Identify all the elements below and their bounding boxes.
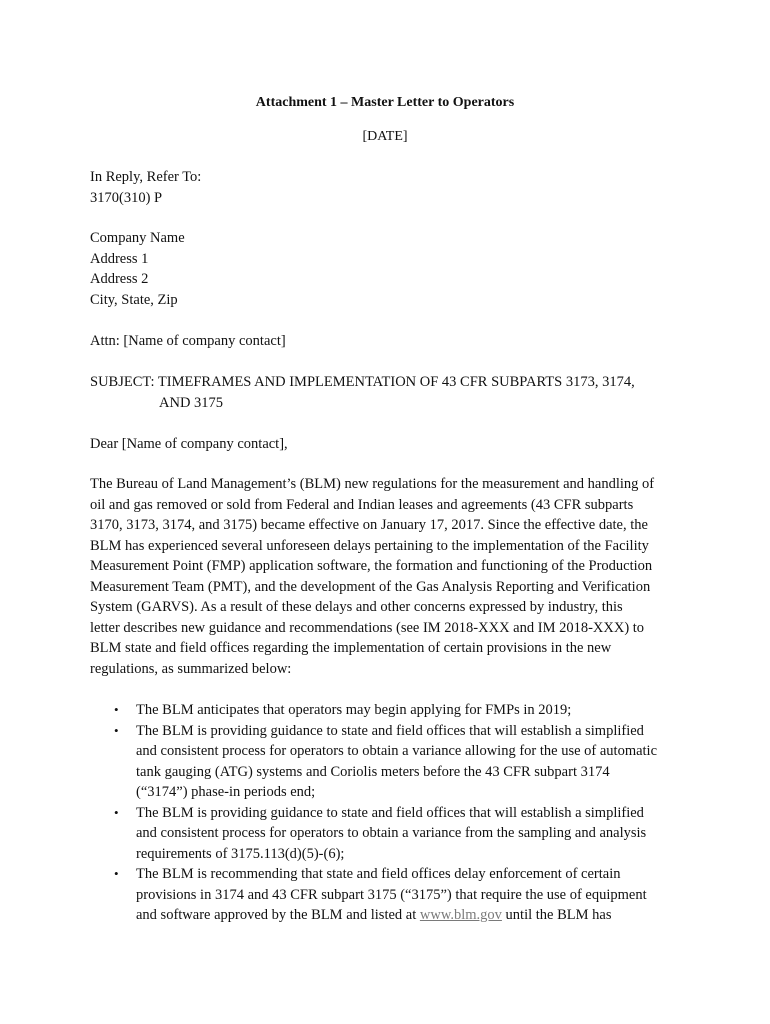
- bullet-line: and consistent process for operators to obtain a variance allowing for the use of automatic: [136, 743, 658, 759]
- address-line-2: Address 2: [90, 271, 149, 287]
- bullet-line-with-link: [136, 905, 690, 926]
- paragraph-line: 3170, 3173, 3174, and 3175) became effective on January 17, 2017. Since the effective date, the: [90, 517, 648, 533]
- bullet-icon: •: [114, 804, 119, 820]
- reply-reference: [90, 167, 690, 208]
- bullet-icon: •: [114, 722, 119, 738]
- bullet-line: The BLM is providing guidance to state and field offices that will establish a simplified: [136, 722, 644, 739]
- bullet-line: The BLM is providing guidance to state and field offices that will establish a simplified: [136, 804, 644, 821]
- salutation-text: Dear [Name of company contact],: [90, 436, 288, 452]
- attention-line: [90, 331, 690, 352]
- reply-code: 3170(310) P: [90, 189, 163, 206]
- paragraph-line: letter describes new guidance and recommendations (see IM 2018-XXX and IM 2018-XXX) to: [90, 619, 645, 636]
- bullet-item: [90, 700, 690, 721]
- recipient-address: [90, 228, 690, 310]
- document-title: Attachment 1 – Master Letter to Operators: [255, 95, 515, 110]
- link-suffix-text: until the BLM has: [501, 907, 612, 923]
- subject-line-1: SUBJECT: TIMEFRAMES AND IMPLEMENTATION OF 43 CFR SUBPARTS 3173, 3174,: [90, 374, 635, 390]
- bullet-line: The BLM is recommending that state and field offices delay enforcement of certain: [136, 866, 621, 882]
- bullet-item: [90, 803, 690, 865]
- blm-website-link[interactable]: www.blm.gov: [419, 907, 502, 923]
- subject-block: [90, 372, 690, 413]
- bullet-line: (“3174”) phase-in periods end;: [136, 784, 316, 800]
- bullet-icon: •: [114, 702, 119, 717]
- bullet-item: [90, 721, 690, 803]
- subject-line-2: AND 3175: [159, 394, 224, 411]
- company-name: Company Name: [90, 230, 185, 246]
- salutation: [90, 434, 690, 455]
- city-state-zip: City, State, Zip: [90, 291, 178, 308]
- body-paragraph: [90, 474, 690, 679]
- paragraph-line: Measurement Team (PMT), and the development of the Gas Analysis Reporting and Verification: [90, 578, 651, 595]
- bullet-line: and consistent process for operators to obtain a variance from the sampling and analysis: [136, 825, 647, 841]
- paragraph-line: BLM has experienced several unforeseen delays pertaining to the implementation of the Facility: [90, 537, 649, 554]
- attn-text: Attn: [Name of company contact]: [90, 333, 286, 349]
- bullet-icon: •: [114, 866, 119, 881]
- paragraph-line: regulations, as summarized below:: [90, 660, 292, 677]
- address-line-1: Address 1: [90, 250, 149, 267]
- paragraph-line: System (GARVS). As a result of these delays and other concerns expressed by industry, this: [90, 599, 623, 615]
- paragraph-line: BLM state and field offices regarding the implementation of certain provisions in the new: [90, 640, 612, 656]
- paragraph-line: Measurement Point (FMP) application software, the formation and functioning of the Production: [90, 558, 653, 574]
- date-placeholder: [DATE]: [362, 129, 408, 144]
- bullet-item: [90, 864, 690, 926]
- paragraph-line: oil and gas removed or sold from Federal and Indian leases and agreements (43 CFR subparts: [90, 496, 634, 513]
- bullet-line: provisions in 3174 and 43 CFR subpart 3175 (“3175”) that require the use of equipment: [136, 886, 647, 903]
- bullet-line: requirements of 3175.113(d)(5)-(6);: [136, 845, 345, 862]
- paragraph-line: The Bureau of Land Management’s (BLM) new regulations for the measurement and handling of: [90, 476, 655, 492]
- bullet-line: tank gauging (ATG) systems and Coriolis meters before the 43 CFR subpart 3174: [136, 763, 610, 780]
- reply-label: In Reply, Refer To:: [90, 169, 202, 185]
- link-prefix-text: and software approved by the BLM and listed at: [136, 907, 420, 923]
- bullet-line: The BLM anticipates that operators may begin applying for FMPs in 2019;: [136, 702, 572, 718]
- summary-bullet-list: [90, 700, 690, 926]
